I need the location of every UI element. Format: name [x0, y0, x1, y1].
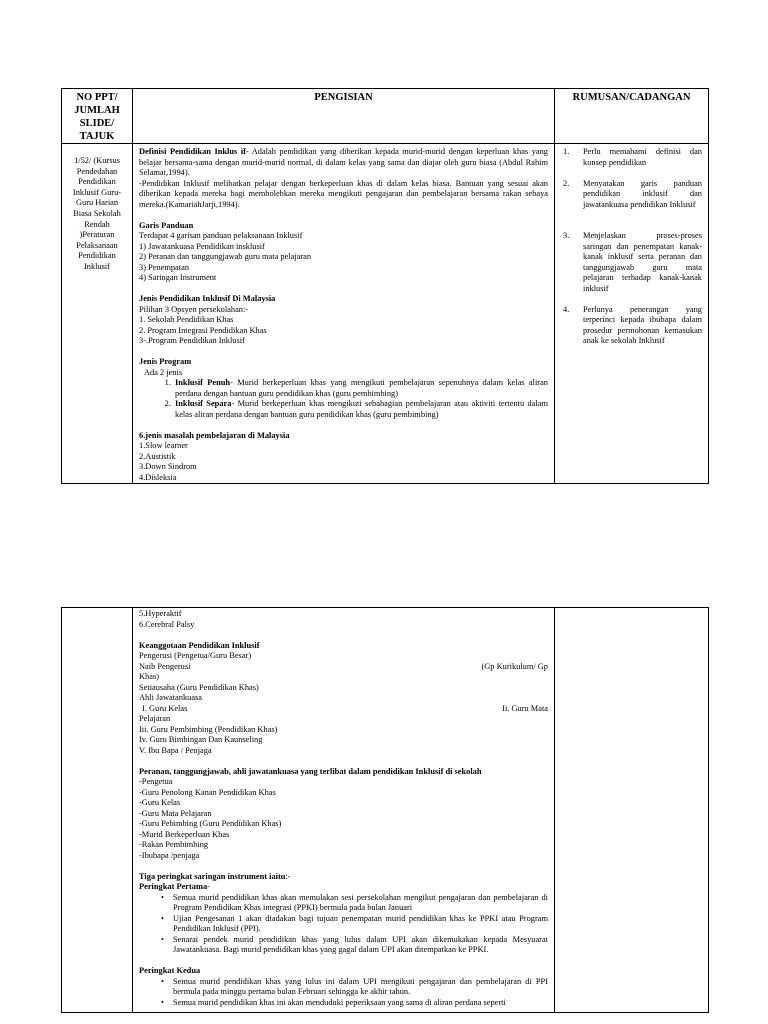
recommendation-item: 4. Perlunya penerangan yang terperinci kepada ibubapa dalam prosedur permohonan kemasukan anak ke sekolah Inklusif — [563, 304, 702, 345]
section-title: Tiga peringkat saringan instrument iaitu:- — [139, 871, 291, 881]
recommendation-item: 3. Menjelaskan proses-proses saringan dan penempatan kanak-kanak inklusif serta peranan dan tanggungjawab guru mata pelajaran terhadap kanak-kanak inklusif — [563, 231, 702, 293]
list-item: 5.Hyperaktif — [139, 609, 182, 618]
stage1-list — [139, 893, 548, 956]
section-title: Garis Panduan — [139, 220, 194, 230]
definition-paragraph: Definisi Pendidikan Inklus if- Adalah pendidikan yang diberikan kepada murid-murid dengan keperluan khas yang belajar bersama-sama dengan murid-murid normal, di dalam kelas yang sama dan diajar oleh guru biasa (Abdul Rahim Selamat,1994). — [139, 147, 548, 177]
list-item: • Semua murid pendidikan khas yang lulus ini dalam UPI mengikuti pengajaran dan pembelajaran di PPI bermula pada minggu pertama bulan Februari sehingga ke akhir tahun. — [161, 977, 548, 998]
topic-cell — [62, 608, 133, 1013]
list-item: -Rakan Pembimbing — [139, 840, 209, 849]
section-title: 6.jenis masalah pembelajaran di Malaysia — [139, 430, 290, 440]
header-pengisian: PENGISIAN — [133, 89, 555, 144]
list-item: 4) Saringan Instrument — [139, 273, 217, 282]
list-item: -Guru Pebimbing (Guru Pendidikan Khas) — [139, 819, 282, 828]
list-item: • Semua murid pendidikan khas akan memulakan sesi persekolahan mengikut pengajaran dan pembelajaran di Program Pendidikan Khas integrasi (PPKI) bermula pada bulan Januari — [161, 893, 548, 914]
content-cell: Definisi Pendidikan Inklus if- Adalah pendidikan yang diberikan kepada murid-murid dengan keperluan khas yang belajar bersama-sama dengan murid-murid normal, di dalam kelas yang sama dan diajar oleh guru biasa (Abdul Rahim Selamat,1994). -Pendidikan Inklusif melibatkan pelajar dengan berkeperluan khas di dalam kelas biasa. Bantuan yang sesuai akan diberikan kepada mereka bagi membolehkan mereka mengikuti pengajaran dan pembelajaran bersama rakan sebaya mereka.(KamariahJarji,1994). Garis Panduan Terdapat 4 garisan panduan pelaksanaan Inklusif 1) Jawatankuasa Pendidikan insklusif 2) Peranan dan tanggungjawab guru mata pelajaran 3) Penempatan 4) Saringan Instrument Jenis Pendidikan Inklusif Di Malaysia Pilihan 3 Opsyen persekolahan:- 1. Sekolah Pendidikan Khas 2. Program Integrasi Pendidikan Khas 3-.Program Pendidikan Inklusif Jenis Program Ada 2 jenis 1. Inklusif Penuh- Murid berkeperluan khas yang mengikuti pembelajaran sepenuhnya dalam kelas aliran perdana dengan bantuan guru pendidikan khas (guru pembimbing) 2. Inklusif Separa- Murid berkeperluan khas mengikuti sebahagian pembelajaran atau aktiviti tertentu dalam kelas aliran perdana dengan bantuan guru pendidikan khas (guru pembimbing) 6.jenis masalah pembelajaran di Malaysia 1.Slow learner 2.Austistik 3.Down Sindrom 4.Disleksia — [133, 144, 555, 484]
section-title: Peranan, tanggungjawab, ahli jawatankuasa yang terlibat dalam pendidikan Inklusif di sekolah — [139, 766, 482, 776]
list-item: • Semua murid pendidikan khas ini akan menduduki peperiksaan yang sama di aliran perdana seperti — [161, 998, 548, 1009]
section-title: Peringkat Pertama- — [139, 882, 210, 891]
list-item: 3.Down Sindrom — [139, 462, 197, 471]
list-item: -Ibubapa /penjaga — [139, 850, 200, 860]
topic-cell: 1/52/ (Kursus Pendedahan Pendidikan Inklusif Guru- Guru Harian Biasa Sekolah Rendah )Peraturan Pelaksanaan Pendidikan Inklusif — [62, 144, 133, 484]
recommendation-cell — [555, 608, 709, 1013]
header-no-ppt: NO PPT/ JUMLAH SLIDE/ TAJUK — [62, 89, 133, 144]
section-title: Jenis Pendidikan Inklusif Di Malaysia — [139, 294, 276, 303]
list-item: 2. Program Integrasi Pendidikan Khas — [139, 325, 267, 335]
table-header-row — [62, 89, 709, 144]
list-item: 1.Slow learner — [139, 441, 188, 450]
notes-table-page-1 — [61, 88, 709, 484]
table-row — [62, 608, 709, 1013]
list-item: 3) Penempatan — [139, 262, 190, 272]
list-item: 2.Austistik — [139, 451, 176, 461]
list-item: 6.Cerebral Palsy — [139, 619, 195, 629]
notes-table-page-2 — [61, 607, 709, 1013]
section-title: Jenis Program — [139, 357, 192, 366]
list-item: -Guru Mata Pelajaran — [139, 808, 212, 818]
list-item: 1) Jawatankuasa Pendidikan insklusif — [139, 241, 265, 251]
list-item: -Guru Kelas — [139, 798, 181, 807]
definition-paragraph-2: -Pendidikan Inklusif melibatkan pelajar dengan berkeperluan khas di dalam kelas biasa. Bantuan yang sesuai akan diberikan kepada mereka bagi membolehkan mereka mengikuti pengajaran dan pembelajaran bersama rakan sebaya mereka.(KamariahJarji,1994). — [139, 178, 548, 209]
list-item: -Pengetua — [139, 777, 173, 786]
list-item: 4.Disleksia — [139, 472, 177, 482]
list-item: 1. Inklusif Penuh- Murid berkeperluan khas yang mengikuti pembelajaran sepenuhnya dalam kelas aliran perdana dengan bantuan guru pendidikan khas (guru pembimbing) — [173, 378, 548, 399]
list-item: 3-.Program Pendidikan Inklusif — [139, 336, 245, 345]
stage2-list — [139, 977, 548, 1009]
recommendation-item: 2. Menyatakan garis panduan pendidikan inklusif dan jawatankuasa pendidikan Inklusif — [563, 178, 702, 209]
list-item: -Guru Penolong Kanan Pendidikan Khas — [139, 787, 276, 797]
content-cell: 5.Hyperaktif 6.Cerebral Palsy Keanggotaan Pendidikan Inklusif Pengerusi (Pengetua/Guru Besar) Naib Pengerusi (Gp Kurikulum/ Gp Khas) Setiausaha (Guru Pendidikan Khas) Ahli Jawatankuasa I. Guru Kelas Ii. Guru Mata Pelajaran Iii. Guru Pembimbing (Pendidikan Khas) Iv. Guru Bimbingan Dan Kaunseling V. Ibu Bapa / Penjaga Peranan, tanggungjawab, ahli jawatankuasa yang terlibat dalam pendidikan Inklusif di sekolah -Pengetua -Guru Penolong Kanan Pendidikan Khas -Guru Kelas -Guru Mata Pelajaran -Guru Pebimbing (Guru Pendidikan Khas) -Murid Berkeperluan Khas -Rakan Pembimbing -Ibubapa /penjaga Tiga peringkat saringan instrument iaitu:- Peringkat Pertama- • Semua murid pendidikan khas akan memulakan sesi persekolahan mengikut pengajaran dan pembelajaran di Program Pendidikan Khas integrasi (PPKI) bermula pada bulan Januari • Ujian Pengesanan 1 akan diadakan bagi tujuan penempatan murid pendidikan khas ke PPKI atau Program Pendidikan Inklusif (PPI). • Senarai pendek murid pendidikan khas yang lulus dalam UPI akan dikemukakan kepada Mesyuarat Jawatankuasa. Bagi murid pendidikan khas yang gagal dalam UPI akan ditempatkan ke PPKI. Peringkat Kedua • Semua murid pendidikan khas yang lulus ini dalam UPI mengikuti pengajaran dan pembelajaran di PPI bermula pada minggu pertama bulan Februari sehingga ke akhir tahun. • Semua murid pendidikan khas ini akan menduduki peperiksaan yang sama di aliran perdana seperti — [133, 608, 555, 1013]
list-item: • Ujian Pengesanan 1 akan diadakan bagi tujuan penempatan murid pendidikan khas ke PPKI atau Program Pendidikan Inklusif (PPI). — [161, 914, 548, 935]
section-title: Keanggotaan Pendidikan Inklusif — [139, 640, 260, 650]
list-item: 2) Peranan dan tanggungjawab guru mata pelajaran — [139, 252, 312, 261]
list-item: 1. Sekolah Pendidikan Khas — [139, 315, 234, 324]
recommendation-item: 1. Perlu memahami definisi dan konsep pendidikan — [563, 147, 702, 167]
recommendation-cell — [555, 144, 709, 484]
list-item: • Senarai pendek murid pendidikan khas yang lulus dalam UPI akan dikemukakan kepada Mesyuarat Jawatankuasa. Bagi murid pendidikan khas yang gagal dalam UPI akan ditempatkan ke PPKI. — [161, 935, 548, 956]
list-item: -Murid Berkeperluan Khas — [139, 829, 230, 839]
table-row — [62, 144, 709, 484]
section-title: Peringkat Kedua — [139, 966, 201, 975]
header-rumusan: RUMUSAN/CADANGAN — [555, 89, 709, 144]
list-item: 2. Inklusif Separa- Murid berkeperluan khas mengikuti sebahagian pembelajaran atau aktiviti tertentu dalam kelas aliran perdana dengan bantuan guru pendidikan khas (guru pembimbing) — [173, 399, 548, 420]
program-list — [139, 378, 548, 420]
